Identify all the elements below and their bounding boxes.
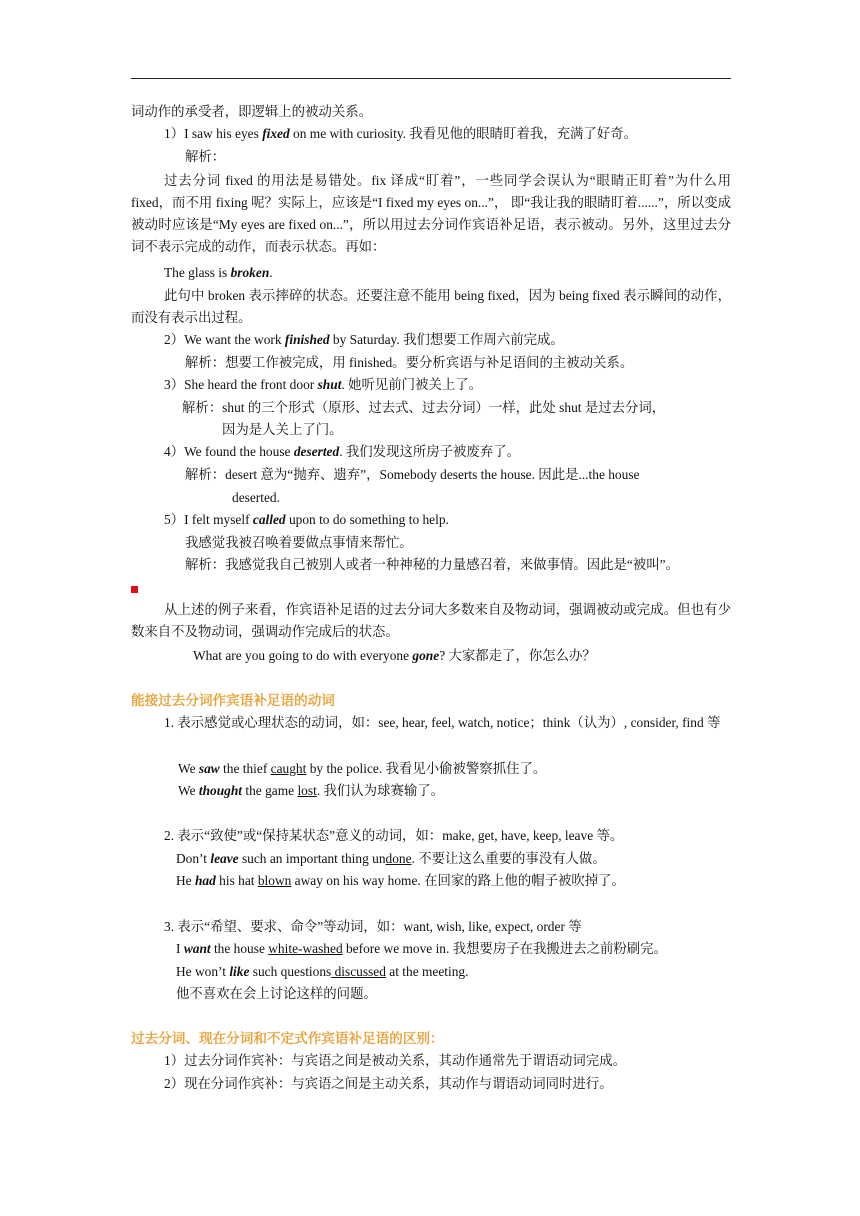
emphasized-verb: finished: [284, 332, 330, 347]
text-span: such questions: [249, 964, 332, 979]
text-span: 我感觉我被召唤着要做点事情来帮忙。: [185, 535, 413, 550]
text-span: his hat: [215, 873, 258, 888]
text-line: [176, 983, 377, 1005]
text-line: [176, 961, 468, 983]
text-span: 5）I felt myself: [164, 512, 253, 527]
text-span: We: [178, 783, 199, 798]
emphasized-verb: like: [229, 964, 250, 979]
text-span: He won’t: [176, 964, 230, 979]
text-span: upon to do something to help.: [285, 512, 449, 527]
text-line: [164, 1073, 613, 1095]
text-span: by the police. 我看见小偷被警察抓住了。: [306, 761, 547, 776]
text-span: deserted.: [232, 490, 280, 505]
text-line: [185, 554, 679, 576]
text-line: [185, 464, 639, 486]
text-line: [176, 938, 667, 960]
text-line: [164, 916, 582, 938]
text-span: 2）现在分词作宾补：与宾语之间是主动关系，其动作与谓语动词同时进行。: [164, 1076, 613, 1091]
text-line: [185, 532, 413, 554]
red-square-bullet-icon: [131, 586, 138, 593]
text-span: 1. 表示感觉或心理状态的动词，如：see, hear, feel, watch, notice；think（认为）, consider, find 等: [164, 715, 721, 730]
text-line: [131, 170, 731, 258]
text-line: [131, 1028, 444, 1050]
text-span: 解析：想要工作被完成，用 finished。要分析宾语与补足语间的主被动关系。: [185, 355, 634, 370]
text-span: 2. 表示“致使”或“保持某状态”意义的动词，如：make, get, have, keep, leave 等。: [164, 828, 624, 843]
text-span: 解析：shut 的三个形式（原形、过去式、过去分词）一样，此处 shut 是过去分词，: [182, 400, 666, 415]
text-span: What are you going to do with everyone: [193, 648, 413, 663]
underlined-participle: white-washed: [268, 941, 343, 956]
text-line: [131, 599, 731, 643]
text-span: by Saturday. 我们想要工作周六前完成。: [329, 332, 564, 347]
text-line: [222, 419, 343, 441]
text-span: He: [176, 873, 195, 888]
text-span: 解析：desert 意为“抛弃、遗弃”，Somebody deserts the house. 因此是...the house: [185, 467, 640, 482]
emphasized-verb: had: [194, 873, 216, 888]
text-line: [176, 870, 625, 892]
text-line: [164, 441, 520, 463]
text-span: away on his way home. 在回家的路上他的帽子被吹掉了。: [291, 873, 625, 888]
text-span: 此句中 broken 表示摔碎的状态。还要注意不能用 being fixed，因为 being fixed 表示瞬间的动作，而没有表示出过程。: [131, 288, 731, 325]
emphasized-verb: want: [183, 941, 211, 956]
text-line: [131, 285, 731, 329]
underlined-participle: done: [385, 851, 412, 866]
text-span: at the meeting.: [385, 964, 469, 979]
text-line: [164, 374, 482, 396]
text-span: before we move in. 我想要房子在我搬进去之前粉刷完。: [342, 941, 667, 956]
text-line: [164, 825, 623, 847]
text-span: 词动作的承受者，即逻辑上的被动关系。: [131, 104, 373, 119]
text-span: 2）We want the work: [164, 332, 285, 347]
text-span: 过去分词 fixed 的用法是易错处。fix 译成“盯着”，一些同学会误认为“眼睛正盯着”为什么用 fixed，而不用 fixing 呢？实际上，应该是“I fixed my eyes on...”， 即“我让我的眼睛盯着......”，所以变成被动时应该是“My eyes are fixed on...”，所以用过去分词作宾语补足语，表示被动。另外，这里过去分词不表示完成的动作，而表示状态。再如：: [131, 173, 731, 254]
text-line: [232, 487, 280, 509]
text-span: . 她听见前门被关上了。: [341, 377, 483, 392]
header-rule: [131, 78, 731, 79]
text-line: [176, 848, 606, 870]
underlined-participle: lost: [297, 783, 317, 798]
text-span: 4）We found the house: [164, 444, 294, 459]
emphasized-verb: thought: [198, 783, 243, 798]
section-heading: 能接过去分词作宾语补足语的动词: [131, 693, 335, 708]
emphasized-verb: called: [252, 512, 286, 527]
text-line: [131, 690, 335, 712]
text-span: I: [176, 941, 184, 956]
text-line: [185, 352, 633, 374]
text-span: 1）过去分词作宾补：与宾语之间是被动关系，其动作通常先于谓语动词完成。: [164, 1053, 626, 1068]
emphasized-verb: deserted: [293, 444, 340, 459]
text-line: [193, 645, 596, 667]
text-span: 他不喜欢在会上讨论这样的问题。: [176, 986, 377, 1001]
text-line: [185, 146, 225, 168]
text-span: The glass is: [164, 265, 231, 280]
text-line: [164, 329, 564, 351]
underlined-participle: caught: [270, 761, 307, 776]
text-span: 解析：我感觉我自己被别人或者一种神秘的力量感召着，来做事情。因此是“被叫”。: [185, 557, 679, 572]
text-line: [164, 262, 273, 284]
underlined-participle: blown: [257, 873, 292, 888]
emphasized-verb: leave: [210, 851, 239, 866]
underlined-participle: discussed: [331, 964, 386, 979]
text-span: the game: [242, 783, 298, 798]
section-heading: 过去分词、现在分词和不定式作宾语补足语的区别：: [131, 1031, 444, 1046]
text-span: ? 大家都走了，你怎么办？: [439, 648, 596, 663]
emphasized-verb: gone: [412, 648, 440, 663]
text-span: . 我们认为球赛输了。: [316, 783, 445, 798]
text-span: 1）I saw his eyes: [164, 126, 263, 141]
text-line: [182, 397, 665, 419]
emphasized-verb: saw: [198, 761, 220, 776]
emphasized-verb: fixed: [262, 126, 290, 141]
text-span: 因为是人关上了门。: [222, 422, 343, 437]
text-span: the thief: [219, 761, 271, 776]
text-line: [178, 758, 546, 780]
emphasized-verb: shut: [317, 377, 342, 392]
text-span: the house: [210, 941, 269, 956]
text-line: [131, 712, 731, 734]
text-span: We: [178, 761, 199, 776]
text-span: Don’t: [176, 851, 211, 866]
text-line: [178, 780, 444, 802]
text-span: . 我们发现这所房子被废弃了。: [339, 444, 520, 459]
text-span: .: [269, 265, 273, 280]
text-span: 从上述的例子来看，作宾语补足语的过去分词大多数来自及物动词，强调被动或完成。但也有少数来自不及物动词，强调动作完成后的状态。: [131, 602, 731, 639]
text-line: [164, 123, 637, 145]
text-line: [164, 1050, 626, 1072]
text-span: on me with curiosity. 我看见他的眼睛盯着我，充满了好奇。: [289, 126, 637, 141]
text-span: 3. 表示“希望、要求、命令”等动词，如：want, wish, like, expect, order 等: [164, 919, 582, 934]
text-line: [131, 101, 372, 123]
emphasized-verb: broken: [230, 265, 270, 280]
text-line: [164, 509, 449, 531]
text-span: . 不要让这么重要的事没有人做。: [411, 851, 606, 866]
text-span: such an important thing un: [238, 851, 386, 866]
text-span: 3）She heard the front door: [164, 377, 318, 392]
text-span: 解析：: [185, 149, 226, 164]
